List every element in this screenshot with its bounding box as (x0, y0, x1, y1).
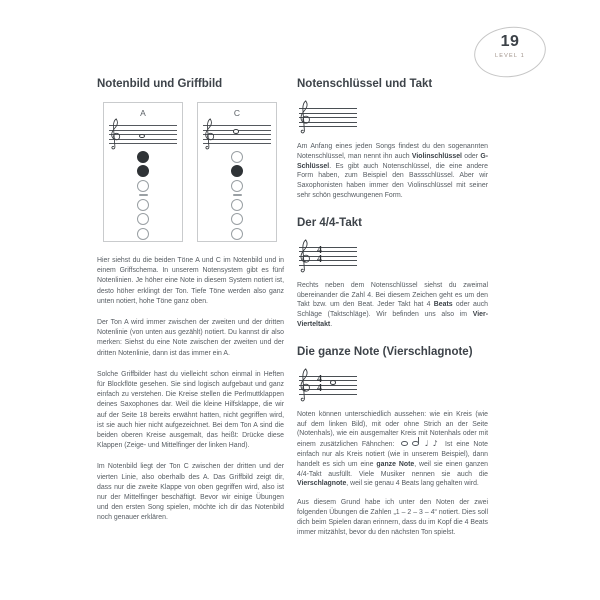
key-circle-open (231, 151, 243, 163)
key-circle-open (231, 213, 243, 225)
key-circle-open (137, 228, 149, 240)
time-signature: 4 4 (317, 244, 322, 265)
whole-note-icon (330, 380, 336, 385)
paragraph: Hier siehst du die beiden Töne A und C im Notenbild und in einem Griffschema. In unserem Notensystem gibt es fünf Notenlinien. Je höher eine Note in diesem System notiert ist, desto höher erklingt der Ton. Tiefe Töne werden also ganz unten notiert, hohe Töne ganz oben. (97, 257, 284, 305)
heading-notenschluessel-und-takt: Notenschlüssel und Takt (297, 78, 433, 90)
treble-clef-icon (109, 118, 121, 150)
paragraph: Noten können unterschiedlich aussehen: wie ein Kreis (wie auf dem linken Bild), mit oder ohne Strich an der Seite (Notenhals), wie ein ausgemalter Kreis mit Notenhals oder mit einem zusätzlichen Fähnchen: ♩ ♪ Ist eine Note einfach nur als Kreis notiert (wie in unserem Beispiel), dann handelt es sich um eine ganze Note, weil sie einen ganzen 4/4-Takt ausfüllt. Viele Musiker nennen sie auch die Vierschlagnote, weil sie genau 4 Beats lang gehalten wird. (297, 410, 489, 488)
key-column (137, 150, 149, 241)
eighth-note-icon: ♪ (432, 439, 440, 449)
staff-note-c (203, 121, 271, 145)
staff-whole-note (299, 368, 357, 404)
heading-der-4-4-takt: Der 4/4-Takt (297, 216, 362, 229)
paragraph: Rechts neben dem Notenschlüssel siehst du zweimal übereinander die Zahl 4. Bei diesem Zeichen geht es um den Takt bzw. um den Beat. Jeder Takt hat 4 Beats oder auch Schläge (Taktschläge). Wir befinden uns also im Vier-Vierteltakt. (297, 281, 488, 328)
key-circle-open (137, 180, 149, 192)
paragraph: Aus diesem Grund habe ich unter den Noten der zwei folgenden Übungen die Zahlen „1 – 2 – 3 – 4“ notiert. Dies soll dich beim Spielen daran erinnern, dass du im Kopf die 4 Beats immer mitzählst, bevor du den nächsten Ton spielst. (297, 499, 488, 536)
key-circle-filled (231, 165, 243, 177)
treble-clef-icon (298, 368, 311, 402)
paragraph: Am Anfang eines jeden Songs findest du den sogenannten Notenschlüssel, man nennt ihn auch Violinschlüssel oder G-Schlüssel. Es gibt auch Notenschlüssel, die eine andere Form haben, zum Beispiel den Bassschlüssel. Aber wir Saxophonisten haben immer den Violinschlüssel mit seiner sehr schön geschwungenen Form. (297, 143, 489, 199)
whole-note-icon (401, 441, 408, 447)
whole-note-icon (233, 129, 239, 134)
staff-treble-clef (299, 100, 357, 136)
page-number-badge (472, 24, 548, 82)
heading-notenbild-und-griffbild: Notenbild und Griffbild (97, 78, 223, 90)
hand-separator (139, 194, 148, 196)
quarter-note-icon: ♩ (422, 439, 431, 449)
key-circle-open (137, 213, 149, 225)
key-circle-filled (137, 165, 149, 177)
fingering-diagram-a (103, 102, 183, 242)
level-label: LEVEL 1 (495, 53, 525, 59)
half-note-icon (412, 441, 419, 447)
fingering-diagram-c (197, 102, 277, 242)
treble-clef-icon (298, 239, 311, 273)
paragraph: Im Notenbild liegt der Ton C zwischen der dritten und der vierten Linie, also oberhalb des A. Das Griffbild zeigt dir, dass nur die zweite Klappe von oben gegriffen wird, also ist nur der Mittelfinger beschäftigt. Bevor wir einige Übungen und den ersten Song spielen, möchte ich dir das Notenbild noch genauer erklären. (97, 463, 284, 522)
note-name-label: A (140, 108, 146, 118)
heading-die-ganze-note: Die ganze Note (Vierschlagnote) (297, 345, 473, 358)
staff-four-four (299, 239, 357, 275)
left-column (97, 78, 284, 535)
paragraph: Der Ton A wird immer zwischen der zweiten und der dritten Notenlinie (von unten aus gezählt) notiert. Du kannst dir also merken: Siehst du eine Note zwischen der zweiten und der dritten Notenlinie, dann ist das immer ein A. (97, 319, 284, 357)
staff-note-a (109, 121, 177, 145)
key-circle-open (231, 180, 243, 192)
page-number: 19 (500, 33, 520, 50)
key-circle-filled (137, 151, 149, 163)
hand-separator (233, 194, 242, 196)
note-name-label: C (233, 108, 241, 118)
key-circle-open (137, 199, 149, 211)
fingering-diagrams (97, 102, 284, 242)
key-circle-open (231, 199, 243, 211)
treble-clef-icon (298, 100, 311, 134)
key-column (231, 150, 243, 241)
page-number-circle-icon (471, 22, 549, 82)
right-column (297, 78, 488, 546)
paragraph: Solche Griffbilder hast du vielleicht schon einmal in Heften für Blockflöte gesehen. Sie sind logisch aufgebaut und ganz einfach zu verstehen. Die Kreise stellen die Perlmuttklappen deines Saxophones dar. Weil die kleine Hilfsklappe, die wir auf der Seite 18 bereits erwähnt hatten, nicht gegriffen wird, ist sie auch hier nicht aufgezeichnet. Bei dem Ton A sind die beiden oberen Kreise ausgemalt, das heißt: Drücke diese Klappen (Zeige- und Mittelfinger der linken Hand). (97, 370, 284, 450)
key-circle-open (231, 228, 243, 240)
time-signature: 4 4 (317, 373, 322, 394)
treble-clef-icon (203, 118, 215, 150)
